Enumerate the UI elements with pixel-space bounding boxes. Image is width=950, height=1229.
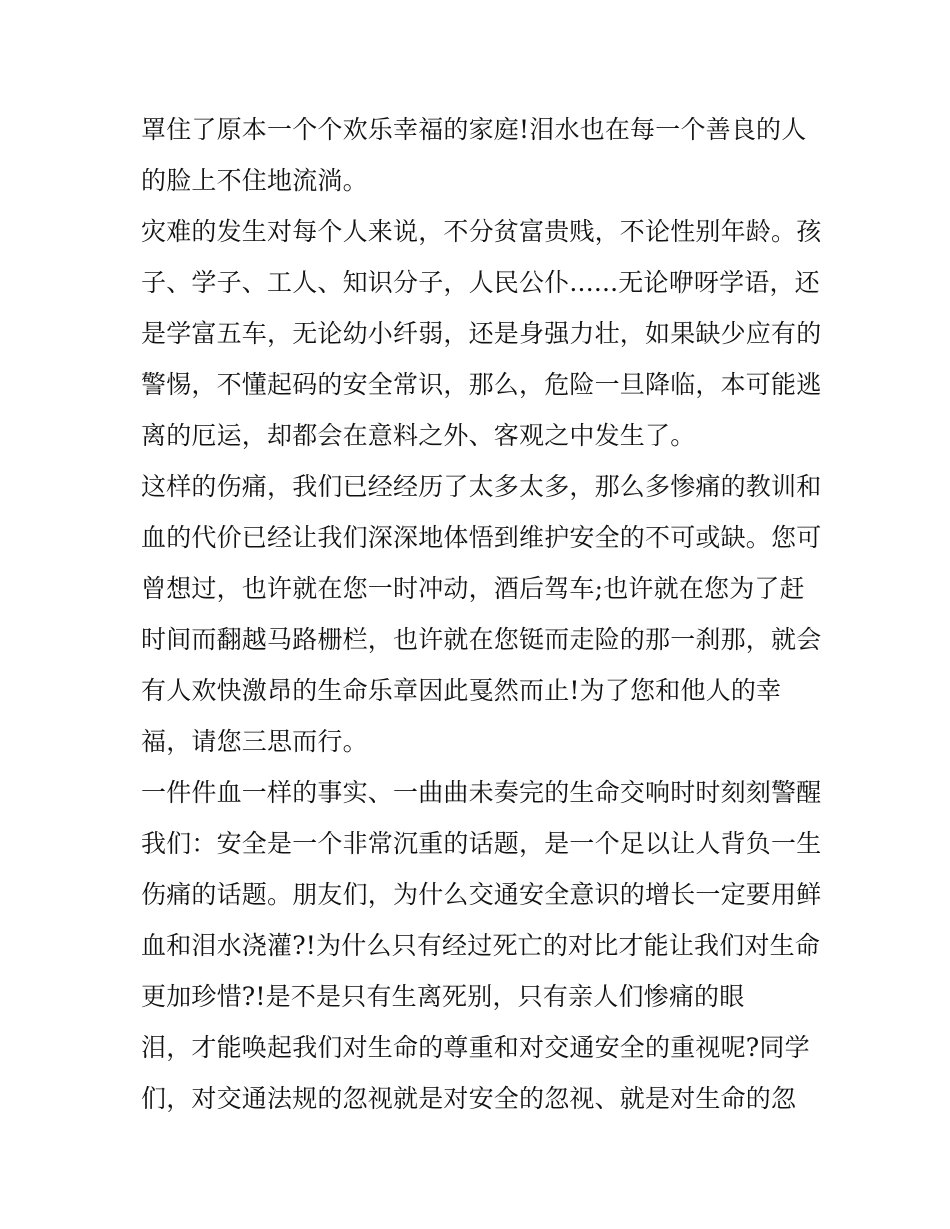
text-line-7: 离的厄运，却都会在意料之外、客观之中发生了。	[141, 421, 696, 450]
text-line-9: 血的代价已经让我们深深地体悟到维护安全的不可或缺。您可	[141, 523, 822, 552]
text-line-4: 子、学子、工人、知识分子，人民公仆......无论咿呀学语，还	[141, 268, 820, 297]
text-line-19: 泪，才能唤起我们对生命的尊重和对交通安全的重视呢?同学	[141, 1033, 810, 1062]
text-line-10: 曾想过，也许就在您一时冲动，酒后驾车;也许就在您为了赶	[141, 574, 805, 603]
text-line-3: 灾难的发生对每个人来说，不分贫富贵贱，不论性别年龄。孩	[141, 217, 822, 246]
text-line-13: 福，请您三思而行。	[141, 727, 368, 756]
text-line-15: 我们：安全是一个非常沉重的话题，是一个足以让人背负一生	[141, 829, 822, 858]
text-line-16: 伤痛的话题。朋友们，为什么交通安全意识的增长一定要用鲜	[141, 880, 822, 909]
text-line-5: 是学富五车，无论幼小纤弱，还是身强力壮，如果缺少应有的	[141, 319, 822, 348]
body-text	[141, 104, 821, 1124]
text-line-12: 有人欢快激昂的生命乐章因此戛然而止!为了您和他人的幸	[141, 676, 782, 705]
text-line-11: 时间而翻越马路栅栏，也许就在您铤而走险的那一刹那，就会	[141, 625, 822, 654]
text-line-1: 罩住了原本一个个欢乐幸福的家庭!泪水也在每一个善良的人	[141, 115, 807, 144]
text-line-6: 警惕，不懂起码的安全常识，那么，危险一旦降临，本可能逃	[141, 370, 822, 399]
text-line-20: 们，对交通法规的忽视就是对安全的忽视、就是对生命的忽	[141, 1084, 797, 1113]
text-line-18: 更加珍惜?!是不是只有生离死别，只有亲人们惨痛的眼	[141, 982, 745, 1011]
text-line-2: 的脸上不住地流淌。	[141, 166, 368, 195]
text-line-17: 血和泪水浇灌?!为什么只有经过死亡的对比才能让我们对生命	[141, 931, 821, 960]
text-line-8: 这样的伤痛，我们已经经历了太多太多，那么多惨痛的教训和	[141, 472, 822, 501]
text-line-14: 一件件血一样的事实、一曲曲未奏完的生命交响时时刻刻警醒	[141, 778, 822, 807]
